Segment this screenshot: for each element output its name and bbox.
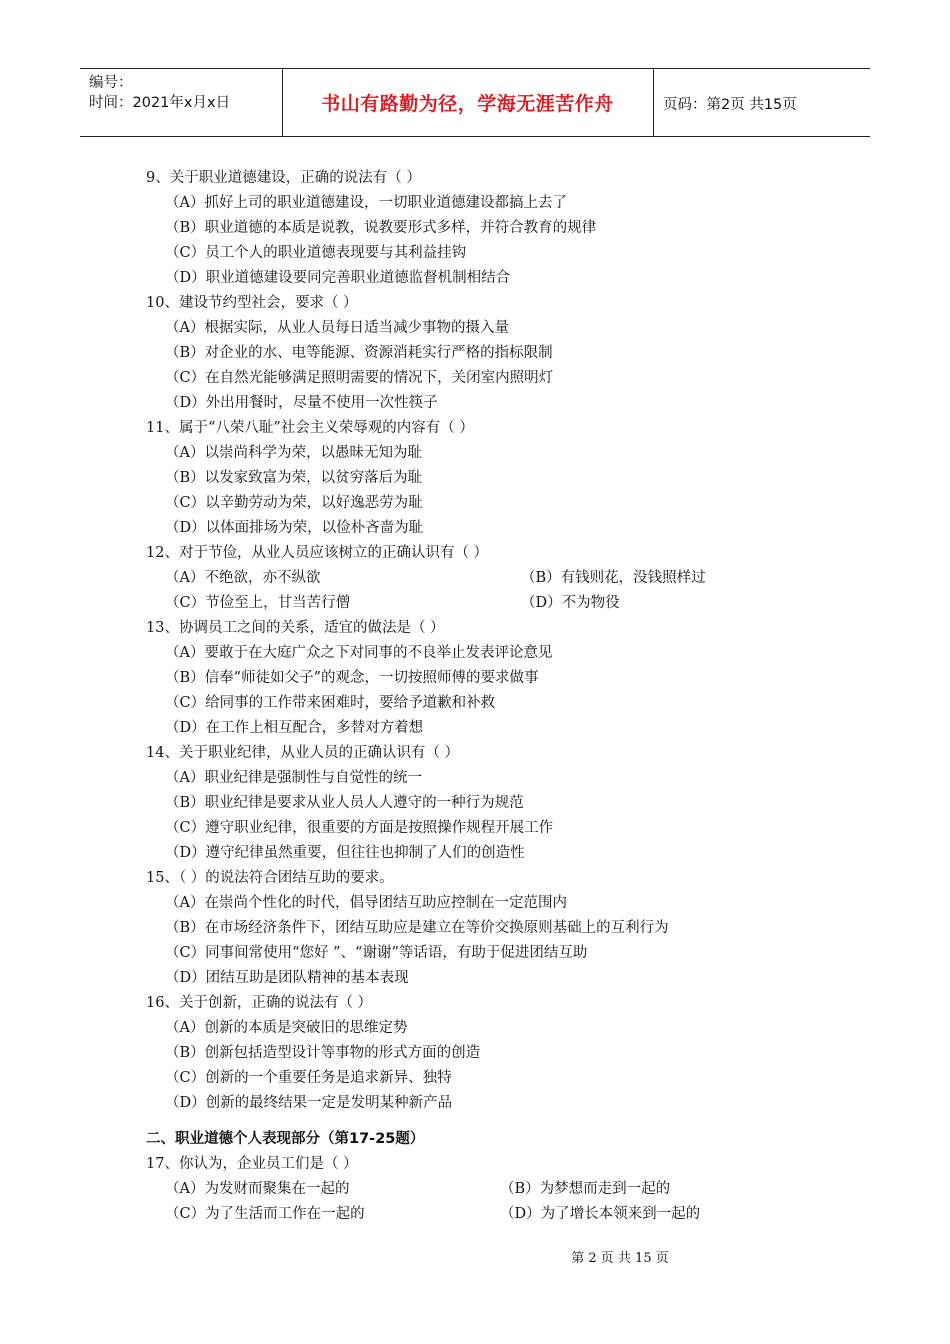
option-15d: （D）团结互助是团队精神的基本表现 bbox=[165, 970, 409, 986]
time-label: 时间：2021年x月x日 bbox=[89, 95, 231, 111]
option-11b: （B）以发家致富为荣，以贫穷落后为耻 bbox=[165, 470, 423, 486]
question-14: 14、关于职业纪律，从业人员的正确认识有（ ） bbox=[146, 745, 460, 761]
option-16a: （A）创新的本质是突破旧的思维定势 bbox=[165, 1020, 408, 1036]
option-17d: （D）为了增长本领来到一起的 bbox=[500, 1206, 701, 1222]
option-16c: （C）创新的一个重要任务是追求新异、独特 bbox=[165, 1070, 452, 1086]
option-10a: （A）根据实际，从业人员每日适当减少事物的摄入量 bbox=[165, 320, 509, 336]
option-14c: （C）遵守职业纪律，很重要的方面是按照操作规程开展工作 bbox=[165, 820, 554, 836]
question-16: 16、关于创新，正确的说法有（ ） bbox=[146, 995, 373, 1011]
question-15: 15、（ ）的说法符合团结互助的要求。 bbox=[146, 870, 394, 886]
option-9c: （C）员工个人的职业道德表现要与其利益挂钩 bbox=[165, 245, 467, 261]
question-10: 10、建设节约型社会，要求（ ） bbox=[146, 295, 358, 311]
option-9b: （B）职业道德的本质是说教，说教要形式多样，并符合教育的规律 bbox=[165, 220, 597, 236]
option-14a: （A）职业纪律是强制性与自觉性的统一 bbox=[165, 770, 422, 786]
option-17c: （C）为了生活而工作在一起的 bbox=[165, 1206, 365, 1222]
option-17a: （A）为发财而聚集在一起的 bbox=[165, 1181, 350, 1197]
section-title: 二、职业道德个人表现部分（第17-25题） bbox=[146, 1131, 425, 1147]
option-15b: （B）在市场经济条件下，团结互助应是建立在等价交换原则基础上的互利行为 bbox=[165, 920, 669, 936]
option-16d: （D）创新的最终结果一定是发明某种新产品 bbox=[165, 1095, 453, 1111]
option-14b: （B）职业纪律是要求从业人员人人遵守的一种行为规范 bbox=[165, 795, 524, 811]
option-9a: （A）抓好上司的职业道德建设，一切职业道德建设都搞上去了 bbox=[165, 195, 567, 211]
option-13a: （A）要敢于在大庭广众之下对同事的不良举止发表评论意见 bbox=[165, 645, 553, 661]
option-10d: （D）外出用餐时，尽量不使用一次性筷子 bbox=[165, 395, 438, 411]
option-12d: （D）不为物役 bbox=[521, 595, 620, 611]
option-10b: （B）对企业的水、电等能源、资源消耗实行严格的指标限制 bbox=[165, 345, 553, 361]
option-13d: （D）在工作上相互配合，多替对方着想 bbox=[165, 720, 424, 736]
option-14d: （D）遵守纪律虽然重要，但往往也抑制了人们的创造性 bbox=[165, 845, 525, 861]
option-11a: （A）以崇尚科学为荣，以愚昧无知为耻 bbox=[165, 445, 422, 461]
header-page-info: 页码：第2页 共15页 bbox=[663, 97, 797, 113]
option-11c: （C）以辛勤劳动为荣，以好逸恶劳为耻 bbox=[165, 495, 423, 511]
question-13: 13、协调员工之间的关系，适宜的做法是（ ） bbox=[146, 620, 445, 636]
option-17b: （B）为梦想而走到一起的 bbox=[500, 1181, 671, 1197]
option-15c: （C）同事间常使用“您好 ”、“谢谢”等话语，有助于促进团结互助 bbox=[165, 945, 588, 961]
option-11d: （D）以体面排场为荣，以俭朴吝啬为耻 bbox=[165, 520, 424, 536]
option-13b: （B）信奉“师徒如父子”的观念，一切按照师傅的要求做事 bbox=[165, 670, 539, 686]
option-13c: （C）给同事的工作带来困难时，要给予道歉和补救 bbox=[165, 695, 496, 711]
option-9d: （D）职业道德建设要同完善职业道德监督机制相结合 bbox=[165, 270, 511, 286]
option-10c: （C）在自然光能够满足照明需要的情况下，关闭室内照明灯 bbox=[165, 370, 554, 386]
header-motto: 书山有路勤为径，学海无涯苦作舟 bbox=[321, 93, 614, 115]
header-divider bbox=[653, 69, 654, 136]
option-12a: （A）不绝欲，亦不纵欲 bbox=[165, 570, 321, 586]
page-header bbox=[80, 68, 870, 137]
header-left bbox=[89, 73, 230, 113]
serial-label: 编号： bbox=[89, 75, 133, 91]
page-footer: 第 2 页 共 15 页 bbox=[571, 1251, 669, 1266]
option-16b: （B）创新包括造型设计等事物的形式方面的创造 bbox=[165, 1045, 481, 1061]
question-11: 11、属于“八荣八耻”社会主义荣辱观的内容有（ ） bbox=[146, 420, 474, 436]
question-17: 17、你认为，企业员工们是（ ） bbox=[146, 1156, 358, 1172]
question-12: 12、对于节俭，从业人员应该树立的正确认识有（ ） bbox=[146, 545, 489, 561]
option-12b: （B）有钱则花，没钱照样过 bbox=[521, 570, 706, 586]
option-15a: （A）在崇尚个性化的时代，倡导团结互助应控制在一定范围内 bbox=[165, 895, 567, 911]
option-12c: （C）节俭至上，甘当苦行僧 bbox=[165, 595, 351, 611]
question-9: 9、关于职业道德建设，正确的说法有（ ） bbox=[146, 170, 421, 186]
